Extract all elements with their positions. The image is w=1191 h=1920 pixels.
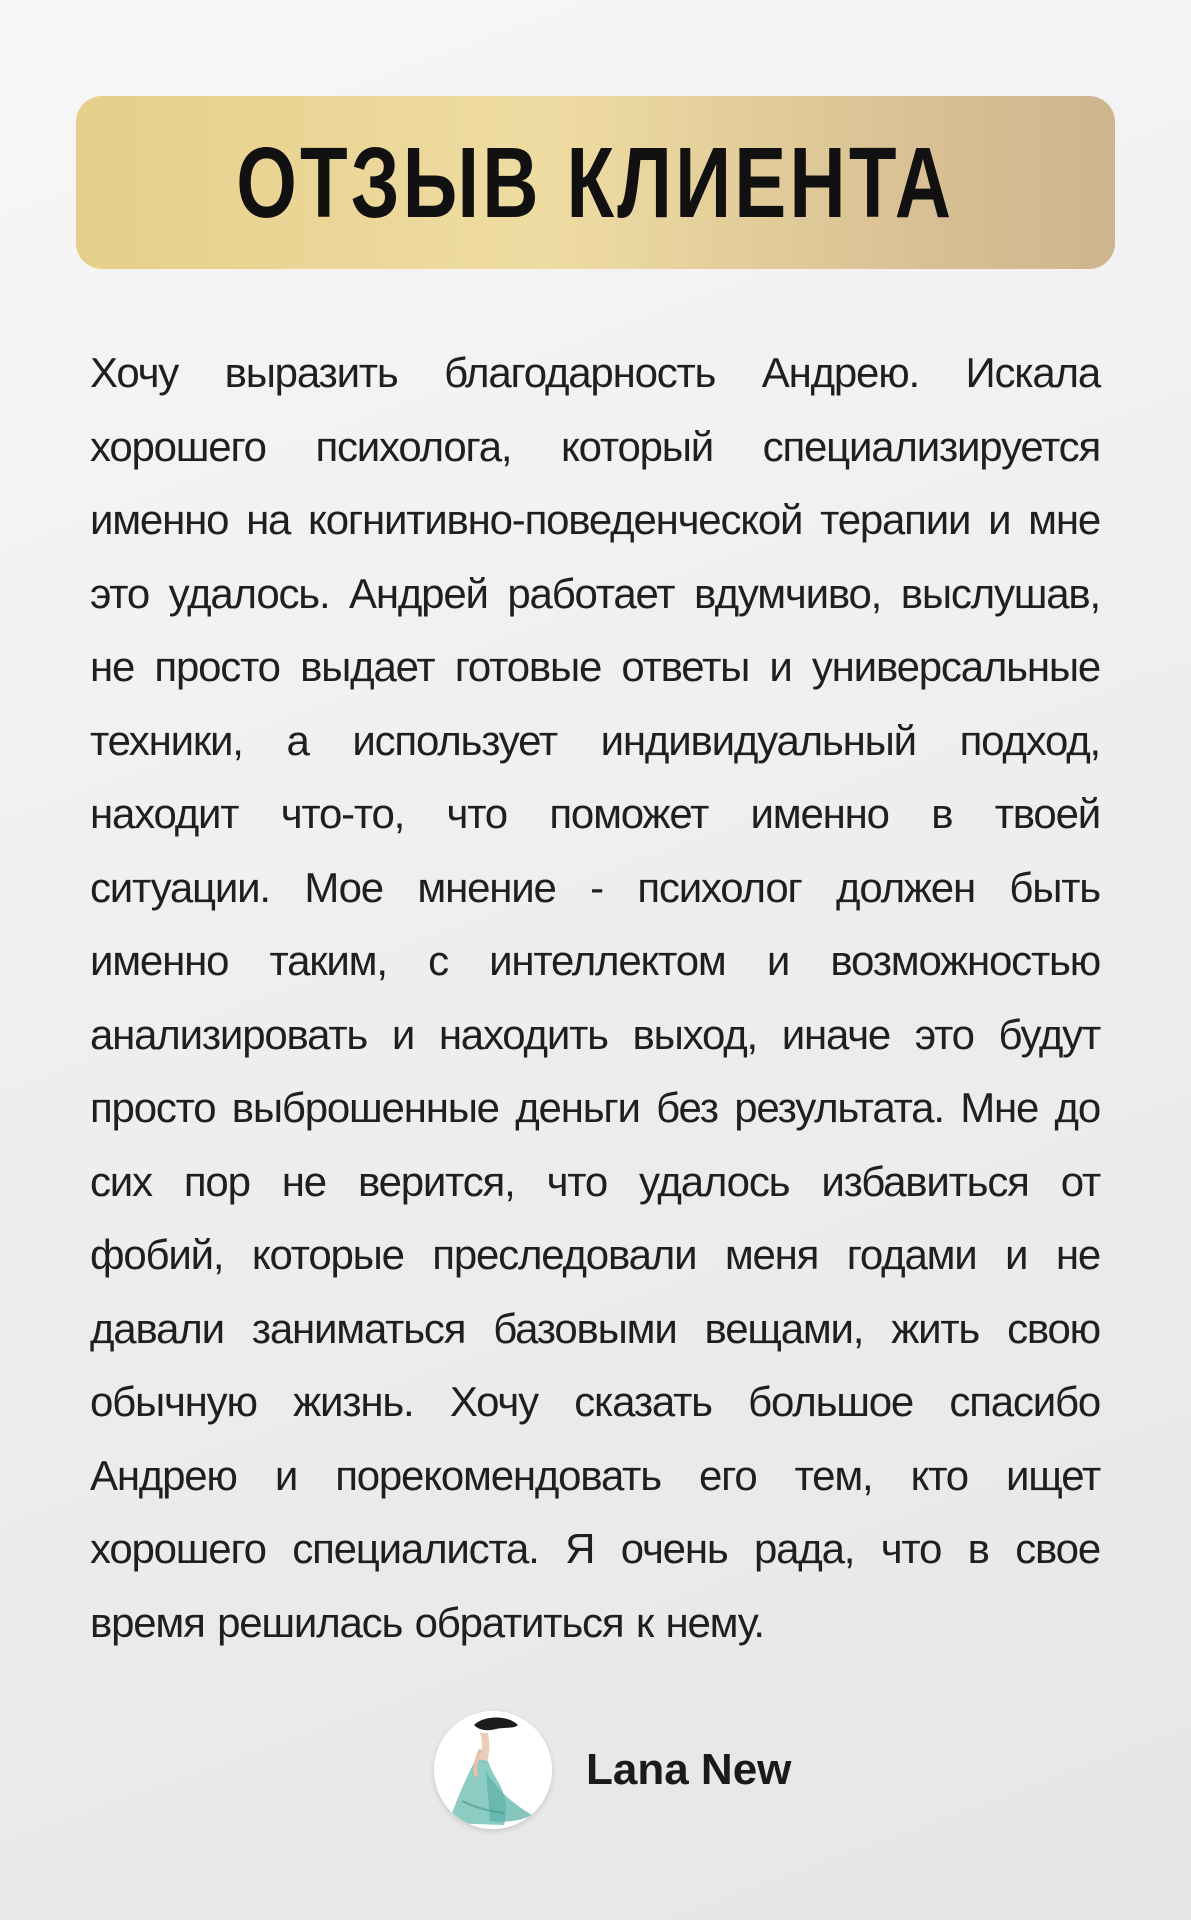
watercolor-woman-avatar-icon xyxy=(434,1711,552,1829)
avatar xyxy=(434,1711,552,1829)
author-name: Lana New xyxy=(586,1745,792,1794)
author-block xyxy=(434,1710,791,1830)
page-title: ОТЗЫВ КЛИЕНТА xyxy=(236,126,955,239)
title-banner xyxy=(76,96,1115,269)
review-text: Хочу выразить благодарность Андрею. Искала хорошего психолога, который специализируется именно на когнитивно-поведенческой терапии и мне это удалось. Андрей работает вдумчиво, выслушав, не просто выдает готовые ответы и универсальные техники, а использует индивидуальный подход, находит что-то, что поможет именно в твоей ситуации. Мое мнение - психолог должен быть именно таким, с интеллектом и возможностью анализировать и находить выход, иначе это будут просто выброшенные деньги без результата. Мне до сих пор не верится, что удалось избавиться от фобий, которые преследовали меня годами и не давали заниматься базовыми вещами, жить свою обычную жизнь. Хочу сказать большое спасибо Андрею и порекомендовать его тем, кто ищет хорошего специалиста. Я очень рада, что в свое время решилась обратиться к нему. xyxy=(90,349,1100,1646)
